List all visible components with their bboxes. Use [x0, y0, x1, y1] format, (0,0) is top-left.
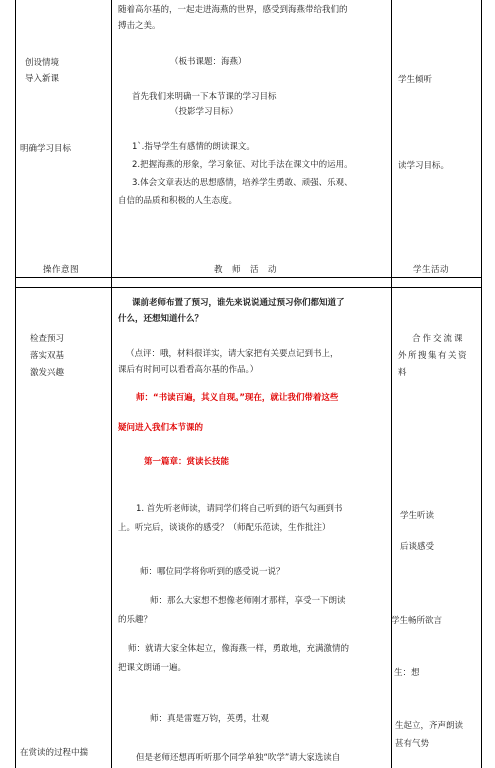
intent-create-scene: 创设情境 — [25, 58, 60, 68]
board-title: （板书课题：海燕） — [170, 57, 247, 67]
intro-line-2: 搏击之美。 — [118, 21, 161, 31]
student-stand-read-line-2: 甚有气势 — [395, 739, 430, 749]
header-teacher-activity: 教 师 活 动 — [214, 265, 278, 275]
intent-introduce-lesson: 导入新课 — [25, 74, 60, 84]
comment-line-2: 课后有时间可以看看高尔基的作品。） — [118, 365, 259, 375]
intent-check-preview: 检查预习 — [30, 334, 65, 344]
listen-instruction-line-1: 1. 首先听老师读，请同学们将自己听到的语气勾画到书 — [136, 504, 343, 514]
teacher-ask: 师：哪位同学将你听到的感受说一说？ — [140, 567, 285, 577]
preview-question-line-2: 什么，还想知道什么？ — [118, 314, 204, 324]
red-quote-line-1: 师：“书读百遍，其义自现。”现在，就让我们带着这些 — [136, 393, 339, 403]
header-student-activity: 学生活动 — [413, 265, 450, 275]
row-divider-header-top — [15, 277, 482, 278]
student-speak-freely: 学生畅所欲言 — [391, 616, 443, 626]
table-border-left — [15, 0, 16, 768]
teacher-praise: 师：真是雷霆万钧，英勇，壮观 — [150, 714, 270, 724]
intent-clarify-goals: 明确学习目标 — [20, 144, 72, 154]
group-work-line-2: 外所搜集有关资 — [398, 351, 469, 361]
group-work-line-1: 合作交流课 — [412, 334, 465, 344]
row-divider-header-bottom — [15, 287, 482, 288]
teacher-stand-line-1: 师：就请大家全体起立，像海燕一样，勇敢地，充满激情的 — [128, 644, 350, 654]
intro-line-1: 随着高尔基的，一起走进海燕的世界，感受到海燕带给我们的 — [118, 5, 348, 15]
listen-instruction-line-2: 上。听完后，谈谈你的感受？（师配乐范读，生作批注） — [118, 523, 331, 533]
goal-3-line-2: 自信的品质和积极的人生态度。 — [118, 196, 238, 206]
goals-lead: 首先我们来明确一下本节课的学习目标 — [132, 92, 277, 102]
intent-appreciative-reading: 在赏读的过程中揣 — [20, 748, 89, 758]
comment-line-1: （点评：哦，材料很详实，请大家把有关要点记到书上， — [126, 349, 339, 359]
red-section-heading: 第一篇章：赏读长技能 — [144, 457, 230, 467]
intent-basics: 落实双基 — [30, 351, 65, 361]
student-stand-read-line-1: 生起立，齐声朗读 — [395, 721, 464, 731]
column-divider-1 — [111, 0, 112, 768]
student-share-feelings: 后谈感受 — [400, 542, 435, 552]
intent-spark-interest: 激发兴趣 — [30, 368, 65, 378]
student-read-goals: 读学习目标。 — [398, 161, 450, 171]
red-quote-line-2: 疑问进入我们本节课的 — [118, 423, 204, 433]
goal-1: 1`.指导学生有感情的朗读课文。 — [132, 142, 255, 152]
column-divider-2 — [391, 0, 392, 768]
teacher-invite-line-2: 的乐趣？ — [118, 615, 153, 625]
student-want: 生：想 — [394, 668, 420, 678]
teacher-last-line: 但是老师还想再听听那个同学单独“吹学”请大家选读自 — [136, 753, 341, 763]
teacher-invite-line-1: 师：那么大家想不想像老师刚才那样，享受一下朗读 — [150, 596, 346, 606]
preview-question-line-1: 课前老师布置了预习，谁先来说说通过预习你们都知道了 — [132, 298, 345, 308]
goal-3-line-1: 3.体会文章表达的思想感情，培养学生勇敢、顽强、乐观、 — [132, 178, 353, 188]
goal-2: 2.把握海燕的形象，学习象征、对比手法在课文中的运用。 — [132, 160, 353, 170]
group-work-line-3: 料 — [398, 368, 407, 378]
projection-note: （投影学习目标） — [170, 107, 239, 117]
teacher-stand-line-2: 把课文朗诵一遍。 — [118, 663, 187, 673]
table-border-right — [481, 0, 482, 768]
student-listen: 学生倾听 — [398, 75, 433, 85]
header-intent: 操作意图 — [43, 265, 80, 275]
student-listen-read: 学生听读 — [400, 511, 435, 521]
